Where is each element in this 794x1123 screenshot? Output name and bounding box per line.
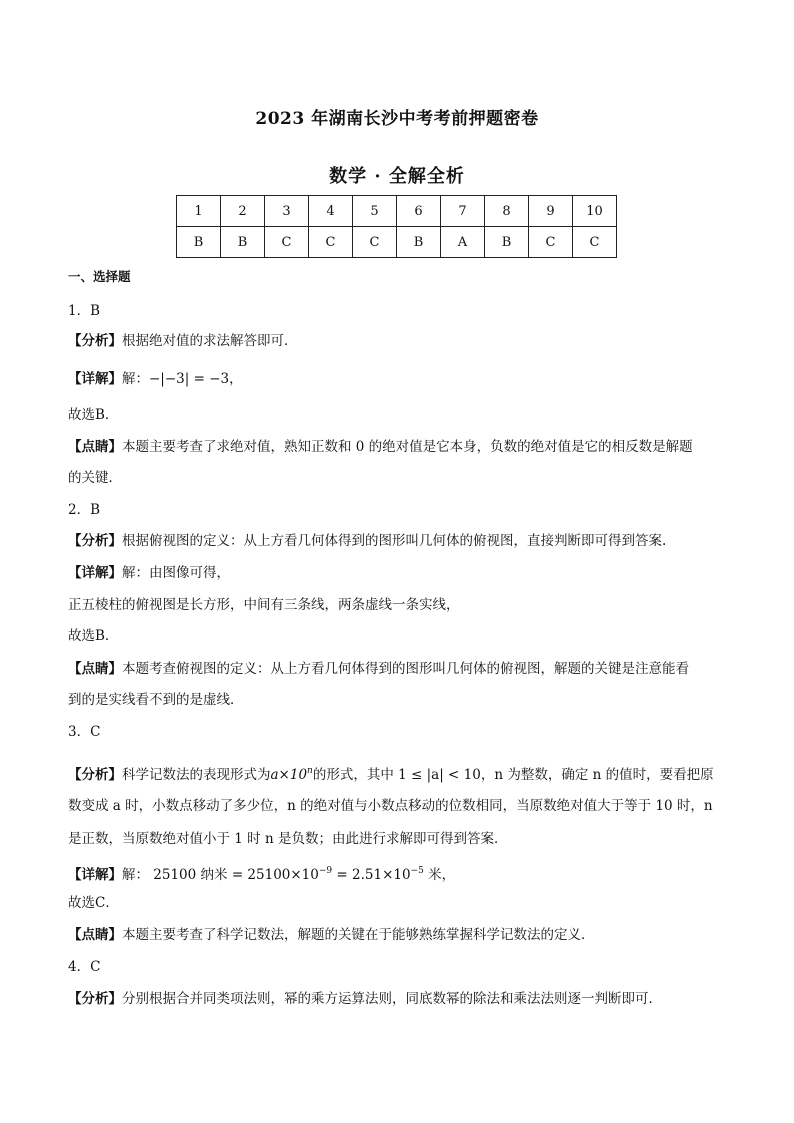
detail-tag: 【详解】	[68, 371, 122, 387]
detail-text-cont: = 2.51×10	[332, 867, 411, 883]
question-3-analysis-line-2: 数变成 a 时，小数点移动了多少位，n 的绝对值与小数点移动的位数相同，当原数绝对值大于等于 10 时，n	[68, 798, 713, 814]
analysis-text: 分别根据合并同类项法则，幂的乘方运算法则，同底数幂的除法和乘法法则逐一判断即可．	[122, 991, 662, 1007]
answer-letter-cell: C	[573, 227, 617, 258]
exponent: −5	[410, 866, 424, 876]
answer-letter-cell: B	[397, 227, 441, 258]
answer-letter-cell: B	[485, 227, 529, 258]
question-3-answer: 3．C	[68, 724, 101, 740]
point-text: 本题主要考查了求绝对值，熟知正数和 0 的绝对值是它本身，负数的绝对值是它的相反数是解题	[122, 439, 693, 455]
detail-text-end: 米，	[423, 867, 456, 883]
exponent: n	[307, 766, 313, 776]
answer-number-cell: 9	[529, 196, 573, 227]
detail-tag: 【详解】	[68, 867, 122, 883]
question-1-detail	[68, 369, 728, 389]
page-title: 2023 年湖南长沙中考考前押题密卷	[255, 109, 539, 129]
question-3-analysis	[68, 761, 728, 785]
detail-text: 解： 25100 纳米 = 25100×10	[122, 867, 319, 883]
point-tag: 【点睛】	[68, 439, 122, 455]
answer-table-number-row	[177, 196, 617, 227]
answer-number-cell: 6	[397, 196, 441, 227]
exponent: −9	[318, 866, 333, 876]
question-4-analysis	[68, 989, 728, 1009]
question-3-point	[68, 925, 728, 945]
question-3-detail	[68, 861, 728, 885]
detail-tag: 【详解】	[68, 565, 122, 581]
detail-text: 解：由图像可得，	[122, 565, 230, 581]
answer-letter-cell: C	[265, 227, 309, 258]
analysis-tag: 【分析】	[68, 333, 122, 349]
answer-number-cell: 7	[441, 196, 485, 227]
question-2-choice: 故选B．	[68, 628, 119, 644]
answer-number-cell: 2	[221, 196, 265, 227]
question-3-analysis-line-3: 是正数，当原数绝对值小于 1 时 n 是负数；由此进行求解即可得到答案．	[68, 831, 508, 847]
answer-table-answer-row	[177, 227, 617, 258]
question-1-answer: 1．B	[68, 303, 101, 319]
point-tag: 【点睛】	[68, 661, 122, 677]
page-subtitle: 数学 · 全解全析	[329, 166, 465, 187]
answer-letter-cell: C	[353, 227, 397, 258]
question-4-answer: 4．C	[68, 959, 101, 975]
analysis-tag: 【分析】	[68, 991, 122, 1007]
answer-letter-cell: A	[441, 227, 485, 258]
answer-number-cell: 8	[485, 196, 529, 227]
question-1-point-cont: 的关键．	[68, 470, 122, 486]
analysis-text: 科学记数法的表现形式为	[122, 767, 271, 783]
point-text: 本题考查俯视图的定义：从上方看几何体得到的图形叫几何体的俯视图，解题的关键是注意能看	[122, 661, 689, 677]
analysis-text: 根据俯视图的定义：从上方看几何体得到的图形叫几何体的俯视图，直接判断即可得到答案.	[122, 533, 667, 549]
answer-letter-cell: C	[529, 227, 573, 258]
answer-number-cell: 3	[265, 196, 309, 227]
answer-number-cell: 5	[353, 196, 397, 227]
question-3-choice: 故选C．	[68, 895, 119, 911]
answer-number-cell: 10	[573, 196, 617, 227]
analysis-tag: 【分析】	[68, 767, 122, 783]
question-2-point	[68, 659, 728, 679]
question-2-detail	[68, 563, 728, 583]
answer-letter-cell: B	[177, 227, 221, 258]
question-2-point-cont: 到的是实线看不到的是虚线．	[68, 692, 244, 708]
analysis-text: 根据绝对值的求法解答即可．	[122, 333, 298, 349]
section-heading: 一、选择题	[68, 269, 131, 284]
analysis-text-cont: 的形式，其中 1 ≤ |a| < 10，n 为整数，确定 n 的值时，要看把原	[312, 767, 714, 783]
question-2-detail-cont: 正五棱柱的俯视图是长方形，中间有三条线，两条虚线一条实线，	[68, 597, 460, 613]
answer-number-cell: 4	[309, 196, 353, 227]
question-2-analysis	[68, 531, 728, 551]
answer-table	[176, 195, 617, 258]
scientific-notation-formula: a×10	[270, 767, 308, 783]
answer-letter-cell: B	[221, 227, 265, 258]
question-1-choice: 故选B．	[68, 407, 119, 423]
answer-number-cell: 1	[177, 196, 221, 227]
question-1-analysis	[68, 331, 728, 351]
detail-text: 解：−|−3| = −3，	[122, 371, 243, 387]
question-1-point	[68, 437, 728, 457]
question-2-answer: 2．B	[68, 502, 101, 518]
point-text: 本题主要考查了科学记数法，解题的关键在于能够熟练掌握科学记数法的定义．	[122, 927, 595, 943]
analysis-tag: 【分析】	[68, 533, 122, 549]
answer-letter-cell: C	[309, 227, 353, 258]
point-tag: 【点睛】	[68, 927, 122, 943]
